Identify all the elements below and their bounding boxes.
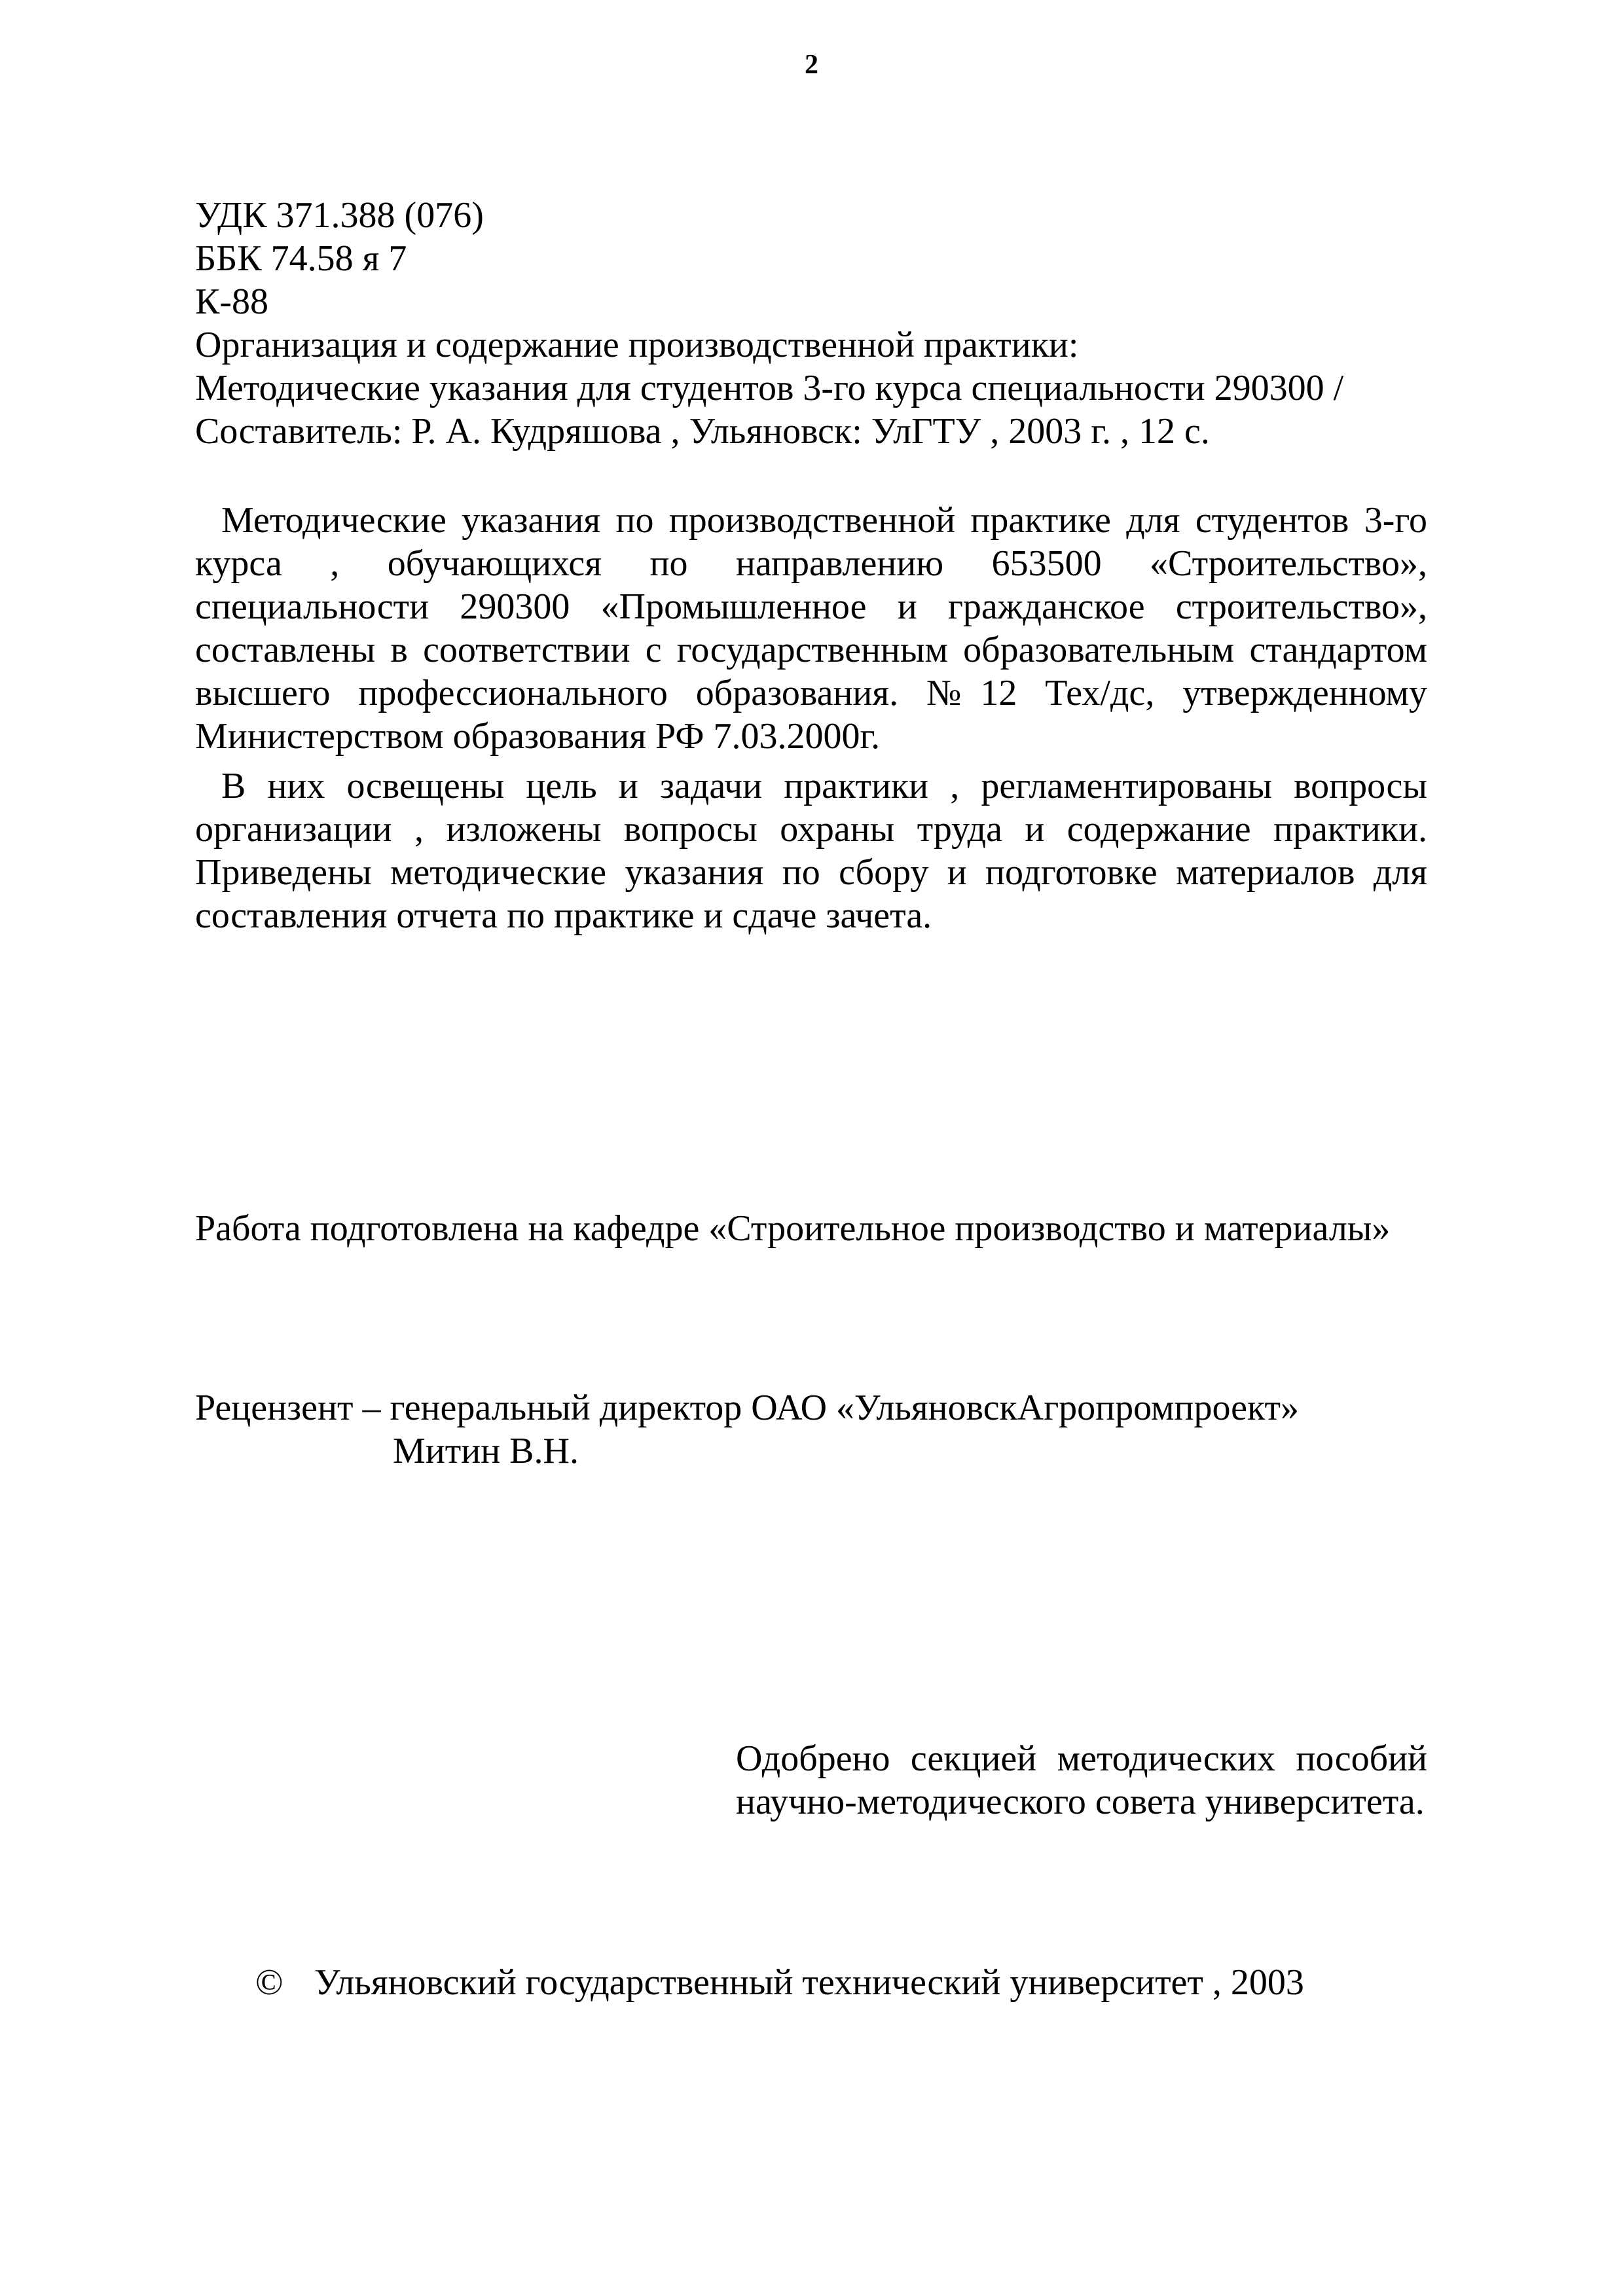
bibliographic-record [195, 194, 1439, 453]
udk-code: УДК 371.388 (076) [195, 195, 484, 236]
abstract [195, 499, 1427, 937]
author-mark: К-88 [195, 281, 268, 322]
abstract-paragraph: Методические указания по производственной практике для студентов 3-го курса , обучающихся по направлению 653500 «Строительство», специальности 290300 «Промышленное и гражданское строительство», составлены в соответствии с государственным образовательным стандартом высшего профессионального образования. №12 Тех/дс, утвержденному Министерством образования РФ 7.03.2000г. [195, 500, 1427, 757]
page-number: 2 [805, 50, 818, 80]
document-subtitle: Методические указания для студентов 3-го курса специальности 290300 / [195, 368, 1344, 408]
copyright-text: Ульяновский государственный технический университет , 2003 [314, 1962, 1304, 2003]
imprint-line: Составитель: Р. А. Кудряшова , Ульяновск: УлГТУ , 2003 г. , 12 с. [195, 411, 1210, 452]
prepared-by-department: Работа подготовлена на кафедре «Строительное производство и материалы» [195, 1208, 1391, 1249]
reviewer-line: Рецензент – генеральный директор ОАО «УльяновскАгропромпроект» [195, 1388, 1299, 1428]
approval-note: Одобрено секцией методических пособий научно-методического совета университета. [736, 1738, 1427, 1822]
bbk-code: ББК 74.58 я 7 [195, 238, 407, 279]
document-title: Организация и содержание производственной практики: [195, 325, 1079, 365]
abstract-paragraph: В них освещены цель и задачи практики , регламентированы вопросы организации , изложены вопросы охраны труда и содержание практики. Приведены методические указания по сбору и подготовке материалов для составления отчета по практике и сдаче зачета. [195, 766, 1427, 936]
copyright-icon: © [255, 1962, 283, 2003]
reviewer-name: Митин В.Н. [393, 1431, 579, 1471]
copyright-line [255, 1961, 1304, 2004]
